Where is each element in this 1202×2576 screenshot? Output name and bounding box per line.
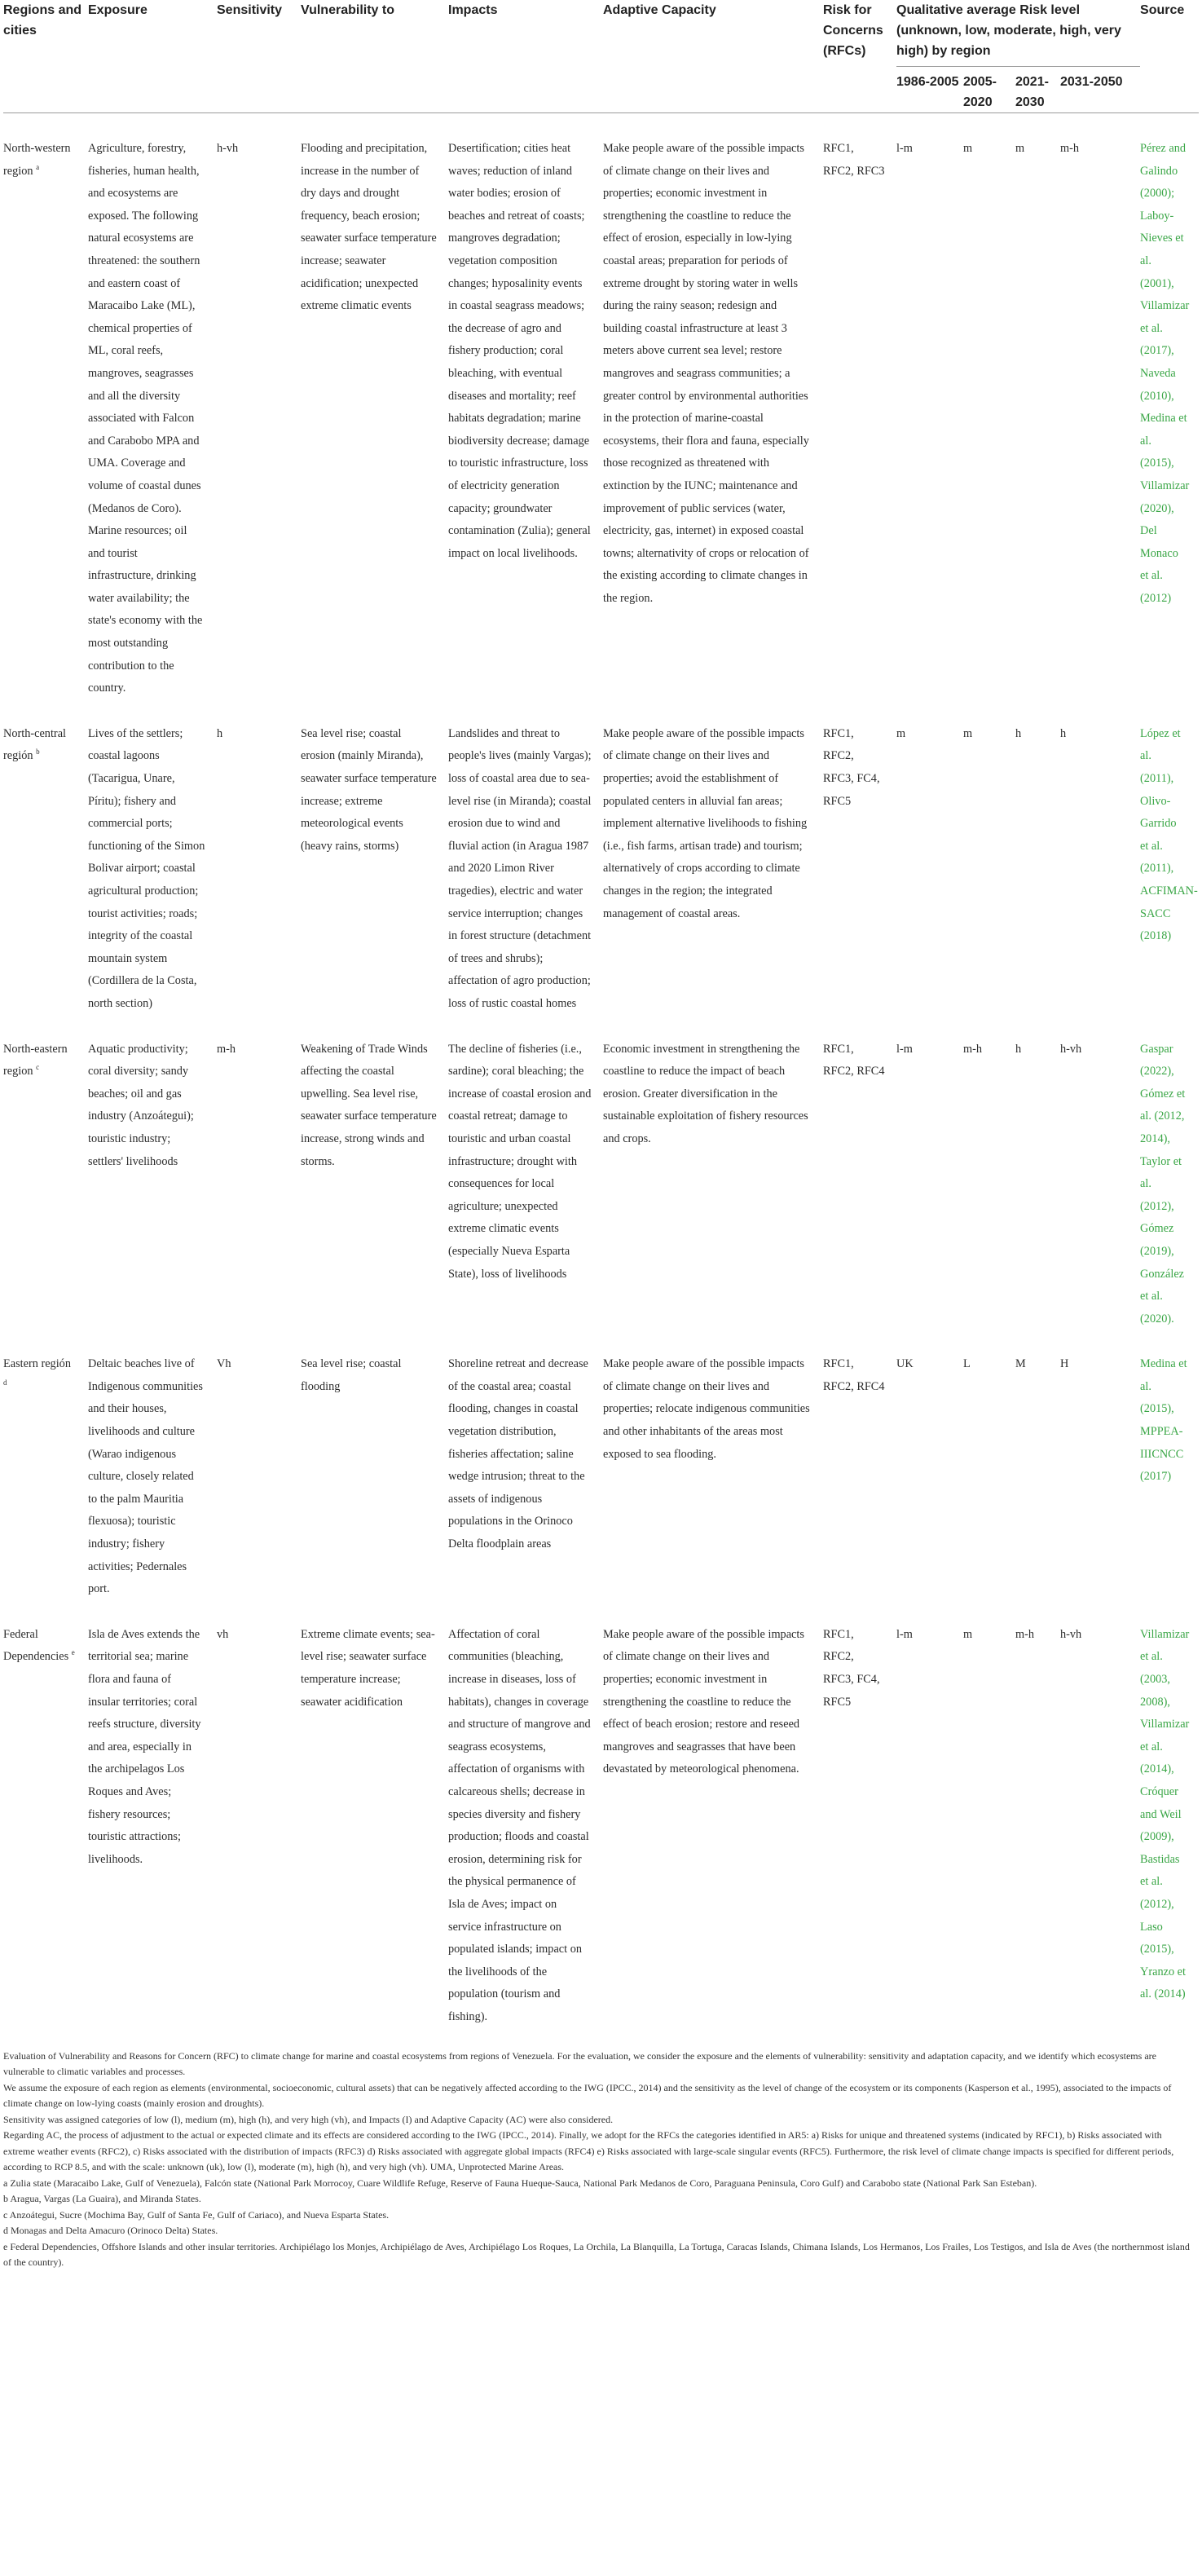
- footnote-marker: c: [36, 1063, 40, 1072]
- rfc-cell: [823, 113, 896, 708]
- adaptive-capacity-cell-text: Economic investment in strengthening the coastline to reduce the impact of beach erosion. Greater diversification in the sustainable exploitation of fishery resources and crops.: [603, 1042, 808, 1145]
- source-cell-text: Villamizar et al. (2003, 2008), Villamizar et al. (2014), Cróquer and Weil (2009), Bastidas et al. (2012), Laso (2015), Yranzo et al. (2014): [1140, 1627, 1190, 2001]
- adaptive-capacity-cell: [603, 1609, 823, 2037]
- risk-cell-period-3: [1015, 1609, 1060, 2037]
- sensitivity-cell: [217, 113, 301, 708]
- table-row: [3, 1024, 1199, 1339]
- rfc-cell: [823, 1609, 896, 2037]
- exposure-cell: [88, 1339, 217, 1609]
- impacts-cell: [448, 1024, 603, 1339]
- header-exposure: Exposure: [88, 3, 147, 17]
- adaptive-capacity-cell-text: Make people aware of the possible impacts of climate change on their lives and properties; avoid the establishment of populated centers in alluvial fan areas; implement alternative livelihoods to fishing (i.e., fish farms, artisan trade) and tourism; alternatively of crops according to climate changes in the region; the integrated management of coastal areas.: [603, 726, 808, 920]
- rfc-cell-text: RFC1, RFC2, RFC3, FC4, RFC5: [823, 726, 880, 808]
- rfc-cell: [823, 708, 896, 1024]
- risk-cell-period-1: [896, 1609, 963, 2037]
- footnote-marker: a: [36, 162, 40, 171]
- adaptive-capacity-cell-text: Make people aware of the possible impacts of climate change on their lives and properties; relocate indigenous communities and other inhabitants of the areas most exposed to sea flooding.: [603, 1357, 810, 1461]
- exposure-cell-text: Isla de Aves extends the territorial sea; marine flora and fauna of insular territories; coral reefs structure, diversity and area, especially in the archipelagos Los Roques and Aves; fishery resources; touristic attractions; livelihoods.: [88, 1627, 201, 1866]
- rfc-cell-text: RFC1, RFC2, RFC3: [823, 142, 885, 178]
- region-name: Federal Dependencies: [3, 1627, 69, 1664]
- risk-cell-period-4: [1060, 113, 1140, 708]
- exposure-cell-text: Aquatic productivity; coral diversity; sandy beaches; oil and gas industry (Anzoátegui); touristic industry; settlers' livelihoods: [88, 1042, 194, 1168]
- risk-cell-period-2: [963, 1609, 1015, 2037]
- source-cell: [1140, 113, 1199, 708]
- vulnerability-cell: [301, 708, 448, 1024]
- header-period-2: 2005-2020: [963, 67, 1015, 113]
- risk-cell-period-3: [1015, 708, 1060, 1024]
- region-name: North-eastern region: [3, 1042, 68, 1078]
- risk-cell-period-4-text: h-vh: [1060, 1042, 1082, 1056]
- region-cell-north-western: [3, 113, 88, 708]
- exposure-cell: [88, 1609, 217, 2037]
- table-row: [3, 113, 1199, 708]
- note-paragraph: Sensitivity was assigned categories of low (l), medium (m), high (h), and very high (vh), and Impacts (I) and Adaptive Capacity (AC) were also considered.: [3, 2113, 614, 2125]
- adaptive-capacity-cell: [603, 708, 823, 1024]
- footnote-marker: b: [36, 748, 40, 756]
- region-cell-north-central: [3, 708, 88, 1024]
- risk-cell-period-3-text: h: [1015, 1042, 1022, 1056]
- source-cell: [1140, 708, 1199, 1024]
- risk-cell-period-4-text: H: [1060, 1357, 1069, 1371]
- vulnerability-cell-text: Sea level rise; coastal flooding: [301, 1357, 402, 1393]
- region-name: North-central región: [3, 726, 67, 763]
- footnote-marker: d: [3, 1378, 7, 1387]
- sensitivity-cell: [217, 1024, 301, 1339]
- risk-cell-period-3: [1015, 1024, 1060, 1339]
- impacts-cell: [448, 708, 603, 1024]
- vulnerability-cell: [301, 113, 448, 708]
- note-paragraph: d Monagas and Delta Amacuro (Orinoco Delta) States.: [3, 2225, 218, 2236]
- table-row: [3, 708, 1199, 1024]
- header-vulnerability: Vulnerability to: [301, 3, 394, 17]
- adaptive-capacity-cell: [603, 1024, 823, 1339]
- risk-cell-period-1-text: l-m: [896, 1042, 913, 1056]
- impacts-cell-text: Shoreline retreat and decrease of the coastal area; coastal flooding, changes in coastal vegetation distribution, fisheries affectation; saline wedge intrusion; threat to the assets of indigenous populations in the Orinoco Delta floodplain areas: [448, 1357, 588, 1551]
- vulnerability-table: [3, 0, 1199, 2037]
- region-cell-eastern: [3, 1339, 88, 1609]
- risk-cell-period-2: [963, 113, 1015, 708]
- risk-cell-period-4-text: h-vh: [1060, 1627, 1082, 1641]
- note-paragraph: a Zulia state (Maracaibo Lake, Gulf of Venezuela), Falcón state (National Park Morrocoy, Cuare Wildlife Refuge, Reserve of Fauna Hueque-Sauca, National Park Medanos de Coro, Paraguana Peninsula, Coro Gulf) and Carabobo state (National Park San Esteban).: [3, 2177, 1037, 2189]
- risk-cell-period-1: [896, 708, 963, 1024]
- risk-cell-period-4-text: m-h: [1060, 142, 1080, 155]
- vulnerability-cell-text: Sea level rise; coastal erosion (mainly Miranda), seawater surface temperature increase; extreme meteorological events (heavy rains, storms): [301, 726, 437, 853]
- region-cell-north-eastern: [3, 1024, 88, 1339]
- risk-cell-period-2: [963, 1339, 1015, 1609]
- table-row: [3, 1609, 1199, 2037]
- source-cell-text: Medina et al. (2015), MPPEA-IIICNCC (2017): [1140, 1357, 1187, 1484]
- note-paragraph: We assume the exposure of each region as elements (environmental, socioeconomic, cultural assets) that can be negatively affected according to the IWG (IPCC., 2014) and the sensitivity as the level of change of the ecosystem or its components (Kasperson et al., 1995), associated to the impacts of climate change on low-lying coasts (mainly erosion and droughts).: [3, 2081, 1172, 2109]
- header-period-3: 2021-2030: [1015, 67, 1060, 113]
- rfc-cell: [823, 1339, 896, 1609]
- exposure-cell: [88, 708, 217, 1024]
- risk-cell-period-1-text: m: [896, 726, 906, 740]
- table-notes: [3, 2049, 1199, 2271]
- rfc-cell-text: RFC1, RFC2, RFC3, FC4, RFC5: [823, 1627, 880, 1709]
- header-impacts: Impacts: [448, 3, 498, 17]
- rfc-cell-text: RFC1, RFC2, RFC4: [823, 1357, 885, 1393]
- note-paragraph: e Federal Dependencies, Offshore Islands and other insular territories. Archipiélago los Monjes, Archipiélago de Aves, Archipiélago Los Roques, La Orchila, La Blanquilla, La Tortuga, Caracas Islands, Chimana Islands, Los Hermanos, Los Frailes, Los Testigos, and Isla de Aves (the northernmost island of the country).: [3, 2240, 1190, 2268]
- rfc-cell-text: RFC1, RFC2, RFC4: [823, 1042, 885, 1078]
- header-sensitivity: Sensitivity: [217, 3, 283, 17]
- adaptive-capacity-cell-text: Make people aware of the possible impacts of climate change on their lives and properties; economic investment in strengthening the coastline to reduce the effect of beach erosion; restore and reseed mangroves and seagrasses that have been devastated by meteorological phenomena.: [603, 1627, 804, 1776]
- risk-cell-period-3-text: M: [1015, 1357, 1026, 1371]
- source-cell-text: López et al. (2011), Olivo-Garrido et al. (2011), ACFIMAN-SACC (2018): [1140, 726, 1198, 943]
- impacts-cell-text: The decline of fisheries (i.e., sardine); coral bleaching; the increase of coastal erosion and coastal retreat; damage to touristic and urban coastal infrastructure; drought with consequences for local agriculture; unexpected extreme climatic events (especially Nueva Esparta State), loss of livelihoods: [448, 1042, 592, 1281]
- risk-cell-period-3-text: h: [1015, 726, 1022, 740]
- impacts-cell-text: Desertification; cities heat waves; reduction of inland water bodies; erosion of beaches and retreat of coasts; mangroves degradation; vegetation composition changes; hyposalinity events in coastal seagrass meadows; the decrease of agro and fishery production; coral bleaching, with eventual diseases and mortality; reef habitats degradation; marine biodiversity decrease; damage to touristic infrastructure, loss of electricity generation capacity; groundwater contamination (Zulia); general impact on local livelihoods.: [448, 142, 591, 560]
- sensitivity-cell-text: Vh: [217, 1357, 231, 1371]
- risk-cell-period-3-text: m: [1015, 142, 1025, 155]
- risk-cell-period-4: [1060, 708, 1140, 1024]
- risk-cell-period-2-text: m-h: [963, 1042, 983, 1056]
- vulnerability-cell-text: Flooding and precipitation, increase in the number of dry days and drought frequency, beach erosion; seawater surface temperature increase; seawater acidification; unexpected extreme climatic events: [301, 142, 437, 313]
- risk-cell-period-4: [1060, 1024, 1140, 1339]
- header-risk-level: Qualitative average Risk level (unknown, low, moderate, high, very high) by region: [896, 3, 1121, 58]
- risk-cell-period-2-text: L: [963, 1357, 971, 1371]
- sensitivity-cell-text: m-h: [217, 1042, 236, 1056]
- impacts-cell: [448, 113, 603, 708]
- exposure-cell: [88, 113, 217, 708]
- risk-cell-period-1-text: l-m: [896, 142, 913, 155]
- header-regions: Regions and cities: [3, 3, 82, 37]
- risk-cell-period-2: [963, 708, 1015, 1024]
- rfc-cell: [823, 1024, 896, 1339]
- source-cell-text: Gaspar (2022), Gómez et al. (2012, 2014), Taylor et al. (2012), Gómez (2019), González et al. (2020).: [1140, 1042, 1186, 1325]
- sensitivity-cell: [217, 708, 301, 1024]
- risk-cell-period-2-text: m: [963, 1627, 973, 1641]
- risk-cell-period-2-text: m: [963, 726, 973, 740]
- risk-cell-period-1: [896, 1339, 963, 1609]
- header-period-4: 2031-2050: [1060, 67, 1140, 113]
- vulnerability-cell: [301, 1024, 448, 1339]
- risk-cell-period-1-text: UK: [896, 1357, 914, 1371]
- exposure-cell-text: Deltaic beaches live of Indigenous communities and their houses, livelihoods and culture (Warao indigenous culture, closely related to the palm Mauritia flexuosa); touristic industry; fishery activities; Pedernales port.: [88, 1357, 203, 1596]
- vulnerability-cell: [301, 1609, 448, 2037]
- vulnerability-cell-text: Extreme climate events; sea-level rise; seawater surface temperature increase; seawater acidification: [301, 1627, 435, 1709]
- header-period-1: 1986-2005: [896, 67, 963, 113]
- sensitivity-cell-text: vh: [217, 1627, 229, 1641]
- adaptive-capacity-cell: [603, 1339, 823, 1609]
- region-cell-federal-dependencies: [3, 1609, 88, 2037]
- source-cell: [1140, 1024, 1199, 1339]
- risk-cell-period-2: [963, 1024, 1015, 1339]
- sensitivity-cell-text: h: [217, 726, 223, 740]
- sensitivity-cell-text: h-vh: [217, 142, 239, 155]
- sensitivity-cell: [217, 1609, 301, 2037]
- note-paragraph: b Aragua, Vargas (La Guaira), and Miranda States.: [3, 2193, 201, 2204]
- header-rfc: Risk for Concerns (RFCs): [823, 3, 883, 58]
- risk-cell-period-1-text: l-m: [896, 1627, 913, 1641]
- note-paragraph: Regarding AC, the process of adjustment to the actual or expected climate and its effects are considered according to the IWG (IPCC., 2014). Finally, we adopt for the RFCs the categories identified in AR5: a) Risks for unique and threatened systems (indicated by RFC1), b) Risks associated with extreme weather events (RFC2), c) Risks associated with the distribution of impacts (RFC3) d) Risks associated with aggregate global impacts (RFC4) e) Risks associated with large-scale singular events (RFC5). Furthermore, the risk level of climate change impacts is specified for different periods, according to RCP 8.5, and with the scale: unknown (uk), low (l), moderate (m), high (h), and very high (vh). UMA, Unprotected Marine Areas.: [3, 2129, 1174, 2172]
- vulnerability-cell-text: Weakening of Trade Winds affecting the coastal upwelling. Sea level rise, seawater surface temperature increase, strong winds and storms.: [301, 1042, 437, 1168]
- exposure-cell-text: Agriculture, forestry, fisheries, human health, and ecosystems are exposed. The following natural ecosystems are threatened: the southern and eastern coast of Maracaibo Lake (ML), chemical properties of ML, coral reefs, mangroves, seagrasses and all the diversity associated with Falcon and Carabobo MPA and UMA. Coverage and volume of coastal dunes (Medanos de Coro). Marine resources; oil and tourist infrastructure, drinking water availability; the state's economy with the most outstanding contribution to the country.: [88, 142, 203, 695]
- risk-cell-period-1: [896, 1024, 963, 1339]
- adaptive-capacity-cell: [603, 113, 823, 708]
- header-adaptive-capacity: Adaptive Capacity: [603, 3, 716, 17]
- exposure-cell-text: Lives of the settlers; coastal lagoons (Tacarigua, Unare, Píritu); fishery and commercial ports; functioning of the Simon Bolivar airport; coastal agricultural production; tourist activities; roads; integrity of the coastal mountain system (Cordillera de la Costa, north section): [88, 726, 205, 1010]
- risk-cell-period-4-text: h: [1060, 726, 1067, 740]
- vulnerability-cell: [301, 1339, 448, 1609]
- footnote-marker: e: [71, 1648, 75, 1657]
- region-name: Eastern región: [3, 1357, 71, 1371]
- impacts-cell-text: Landslides and threat to people's lives (mainly Vargas); loss of coastal area due to sea-level rise (in Miranda); coastal erosion due to wind and fluvial action (in Aragua 1987 and 2020 Limon River tragedies), electric and water service interruption; changes in forest structure (detachment of trees and shrubs); affectation of agro production; loss of rustic coastal homes: [448, 726, 592, 1010]
- risk-cell-period-3: [1015, 113, 1060, 708]
- risk-cell-period-3-text: m-h: [1015, 1627, 1035, 1641]
- note-paragraph: c Anzoátegui, Sucre (Mochima Bay, Gulf of Santa Fe, Gulf of Cariaco), and Nueva Esparta States.: [3, 2208, 390, 2221]
- risk-cell-period-3: [1015, 1339, 1060, 1609]
- exposure-cell: [88, 1024, 217, 1339]
- source-cell-text: Pérez and Galindo (2000); Laboy-Nieves et al. (2001), Villamizar et al. (2017), Naveda (2010), Medina et al. (2015), Villamizar (2020), Del Monaco et al. (2012): [1140, 142, 1190, 605]
- source-cell: [1140, 1609, 1199, 2037]
- risk-cell-period-2-text: m: [963, 142, 973, 155]
- risk-cell-period-4: [1060, 1609, 1140, 2037]
- risk-cell-period-4: [1060, 1339, 1140, 1609]
- header-source: Source: [1140, 3, 1185, 17]
- table-body: [3, 113, 1199, 2037]
- source-cell: [1140, 1339, 1199, 1609]
- impacts-cell: [448, 1339, 603, 1609]
- table-row: [3, 1339, 1199, 1609]
- note-paragraph: Evaluation of Vulnerability and Reasons for Concern (RFC) to climate change for marine and coastal ecosystems from regions of Venezuela. For the evaluation, we consider the exposure and the elements of vulnerability: sensitivity and adaptation capacity, and we identify which ecosystems are vulnerable to climatic variables and processes.: [3, 2049, 1156, 2077]
- adaptive-capacity-cell-text: Make people aware of the possible impacts of climate change on their lives and properties; economic investment in strengthening the coastline to reduce the effect of erosion, especially in low-lying coastal areas; preparation for periods of extreme drought by storing water in wells during the rainy season; redesign and building coastal infrastructure at least 3 meters above current sea level; restore mangroves and seagrass communities; a greater control by environmental authorities in the protection of marine-coastal ecosystems, their flora and fauna, especially those recognized as threatened with extinction by the IUNC; maintenance and improvement of public services (water, electricity, gas, internet) in exposed coastal towns; alternativity of crops or relocation of the existing according to climate changes in the region.: [603, 142, 809, 605]
- region-name: North-western region: [3, 142, 71, 178]
- sensitivity-cell: [217, 1339, 301, 1609]
- risk-cell-period-1: [896, 113, 963, 708]
- impacts-cell: [448, 1609, 603, 2037]
- impacts-cell-text: Affectation of coral communities (bleaching, increase in diseases, loss of habitats), changes in coverage and structure of mangrove and seagrass ecosystems, affectation of organisms with calcareous shells; decrease in species diversity and fishery production; floods and coastal erosion, determining risk for the physical permanence of Isla de Aves; impact on service infrastructure on populated islands; impact on the livelihoods of the population (tourism and fishing).: [448, 1627, 591, 2023]
